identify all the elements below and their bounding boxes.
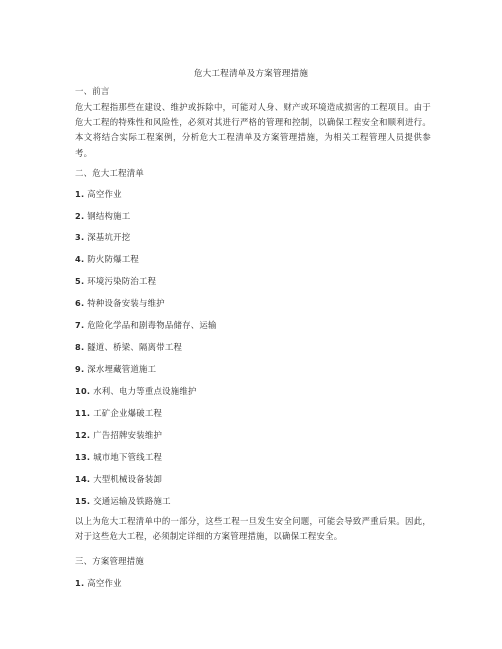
list-item-text: 高空作业: [87, 189, 122, 199]
list-item: [75, 407, 162, 419]
list-item: [75, 275, 156, 287]
list-item: [75, 473, 162, 485]
list-item-text: 高空作业: [87, 578, 122, 588]
list-item: [75, 210, 130, 222]
list-item: [75, 253, 139, 265]
section-heading-list: 二、危大工程清单: [75, 168, 144, 178]
list-item-number: 10.: [75, 386, 91, 396]
list-item: [75, 577, 122, 589]
summary-paragraph: 以上为危大工程清单中的一部分，这些工程一旦发生安全问题，可能会导致严重后果。因此，对于这些危大工程，必须制定详细的方案管理措施，以确保工程安全。: [75, 516, 431, 542]
list-item: [75, 341, 182, 353]
list-item: [75, 451, 162, 463]
list-item: [75, 319, 217, 331]
list-item-text: 钢结构施工: [87, 211, 131, 221]
list-item-number: 3.: [75, 232, 85, 242]
section-heading-preface: 一、前言: [75, 86, 110, 96]
list-item-text: 环境污染防治工程: [87, 276, 157, 286]
list-item-text: 特种设备安装与维护: [87, 298, 165, 308]
list-item-number: 1.: [75, 189, 85, 199]
preface-paragraph: 危大工程指那些在建设、维护或拆除中，可能对人身、财产或环境造成损害的工程项目。由于危大工程的特殊性和风险性，必须对其进行严格的管理和控制，以确保工程安全和顺利进行。本文将结合实际工程案例，分析危大工程清单及方案管理措施，为相关工程管理人员提供参考。: [75, 102, 431, 158]
list-item-number: 15.: [75, 496, 91, 506]
list-item-text: 水利、电力等重点设施维护: [93, 386, 197, 396]
list-item-text: 工矿企业爆破工程: [93, 408, 163, 418]
list-item: [75, 297, 165, 309]
list-item-number: 14.: [75, 474, 91, 484]
list-item-number: 6.: [75, 298, 85, 308]
list-item: [75, 495, 171, 507]
list-item: [75, 429, 162, 441]
list-item-number: 1.: [75, 578, 85, 588]
list-item-number: 5.: [75, 276, 85, 286]
list-item-text: 深基坑开挖: [87, 232, 131, 242]
list-item-number: 9.: [75, 364, 85, 374]
list-item: [75, 231, 130, 243]
list-item-text: 深水埋藏管道施工: [87, 364, 157, 374]
document-title: 危大工程清单及方案管理措施: [193, 69, 309, 79]
list-item-number: 12.: [75, 430, 91, 440]
list-item-number: 7.: [75, 320, 85, 330]
list-item-text: 隧道、桥梁、隔离带工程: [87, 342, 183, 352]
list-item-text: 大型机械设备装卸: [93, 474, 163, 484]
list-item-text: 交通运输及铁路施工: [93, 496, 171, 506]
list-item-text: 防火防爆工程: [87, 254, 139, 264]
list-item: [75, 385, 197, 397]
list-item-number: 4.: [75, 254, 85, 264]
section-heading-measures: 三、方案管理措施: [75, 556, 144, 566]
list-item-number: 2.: [75, 211, 85, 221]
list-item-number: 8.: [75, 342, 85, 352]
list-item-text: 危险化学品和剧毒物品储存、运输: [87, 320, 217, 330]
list-item: [75, 363, 156, 375]
list-item-text: 城市地下管线工程: [93, 452, 163, 462]
list-item-number: 11.: [75, 408, 91, 418]
list-item-number: 13.: [75, 452, 91, 462]
list-item-text: 广告招牌安装维护: [93, 430, 163, 440]
list-item: [75, 188, 122, 200]
